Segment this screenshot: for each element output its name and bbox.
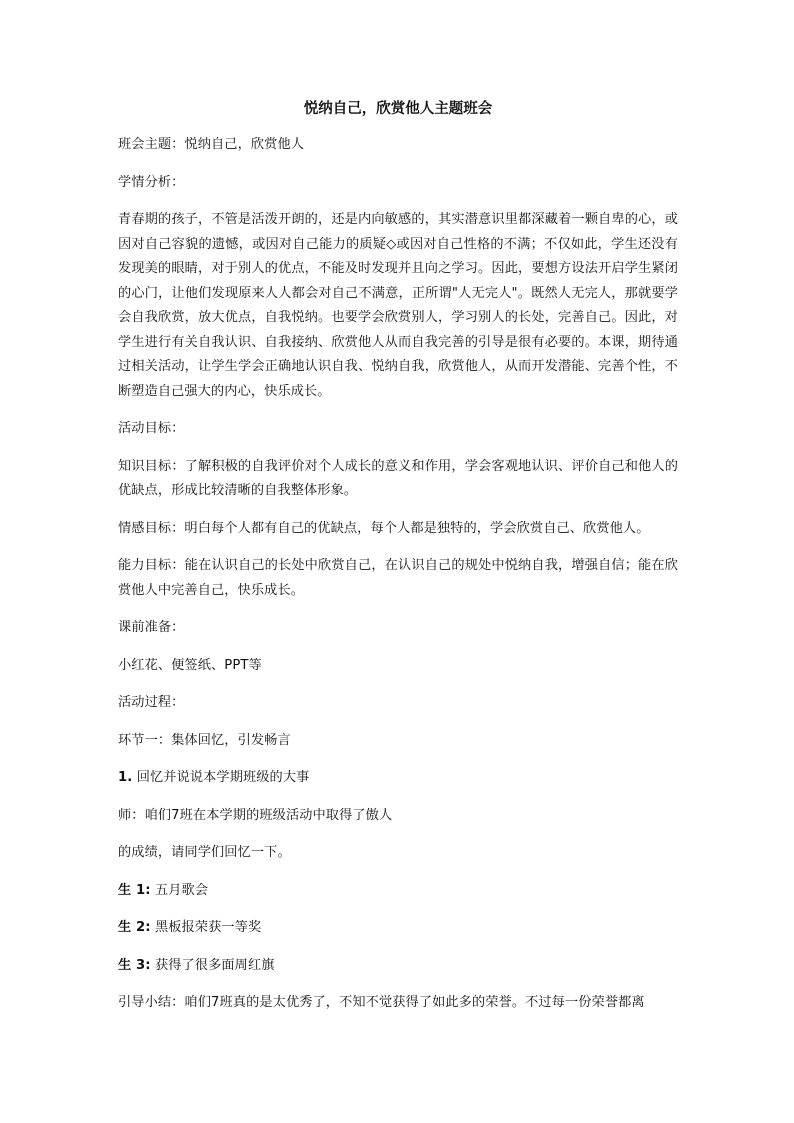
paragraph-emotion-goal: 情感目标：明白每个人都有自己的优缺点，每个人都是独特的，学会欣赏自己、欣赏他人。: [118, 520, 650, 536]
paragraph-knowledge-goal: 知识目标：了解积极的自我评价对个人成长的意义和作用，学会客观地认识、评价自己和他人的优缺点，形成比较清晰的自我整体形象。: [118, 458, 678, 498]
student-label: 生 2:: [118, 920, 151, 935]
student-label: 生 1:: [118, 882, 151, 898]
student-text: 五月歌会: [154, 882, 209, 898]
student-text: 获得了很多面周红旗: [154, 957, 275, 973]
paragraph-summary: 引导小结：咱们7班真的是太优秀了，不知不觉获得了如此多的荣誉。不过每一份荣誉都离: [118, 995, 645, 1010]
paragraph-goals-heading: 活动目标：: [118, 421, 185, 436]
paragraph-analysis-body: 青春期的孩子，不管是活泼开朗的，还是内向敏感的，其实潜意识里都深藏着一颗自卑的心，或因对自己容貌的遗憾，或因对自己能力的质疑◇或因对自己性格的不满；不仅如此，学生还没有发现美的眼睛，对于别人的优点，不能及时发现并且向之学习。因此，要想方设法开启学生紧闭的心门，让他们发现原来人人都会对自己不满意，正所谓"人无完人"。既然人无完人，那就要学会自我欣赏，放大优点，自我悦纳。也要学会欣赏别人，学习别人的长处，完善自己。因此，对学生进行有关自我认识、自我接纳、欣赏他人从而自我完善的引导是很有必要的。本课，期待通过相关活动，让学生学会正确地认识自我、悦纳自我，欣赏他人，从而开发潜能、完善个性，不断塑造自己强大的内心，快乐成长。: [118, 212, 678, 399]
student-answer-1: [118, 879, 678, 904]
numbered-item-1: [118, 766, 678, 791]
paragraph-theme: 班会主题：悦纳自己，欣赏他人: [118, 137, 305, 152]
document-title: 悦纳自己，欣赏他人主题班会: [303, 101, 493, 117]
student-label: 生 3:: [118, 957, 151, 973]
paragraph-ability-goal: 能力目标：能在认识自己的长处中欣赏自己，在认识自己的规处中悦纳自我，增强自信；能在欣赏他人中完善自己，快乐成长。: [118, 558, 678, 598]
student-answer-2: [118, 916, 678, 941]
paragraph-teacher-line-2: 的成绩，请同学们回忆一下。: [118, 845, 291, 860]
item-number: 1.: [118, 770, 133, 785]
paragraph-teacher-line-1: 师：咱们7班在本学期的班级活动中取得了傲人: [118, 807, 393, 823]
paragraph-step-one: 环节一：集体回忆，引发畅言: [118, 732, 291, 748]
paragraph-process-heading: 活动过程：: [118, 695, 185, 710]
student-text: 黑板报荣获一等奖: [154, 920, 262, 935]
student-answer-3: [118, 954, 678, 979]
paragraph-analysis-heading: 学情分析：: [118, 174, 185, 190]
item-text: 回忆并说说本学期班级的大事: [136, 770, 310, 785]
paragraph-prep-heading: 课前准备：: [118, 620, 185, 635]
paragraph-prep-items: 小红花、便签纸、PPT等: [118, 657, 262, 673]
document-body: [118, 98, 678, 1029]
